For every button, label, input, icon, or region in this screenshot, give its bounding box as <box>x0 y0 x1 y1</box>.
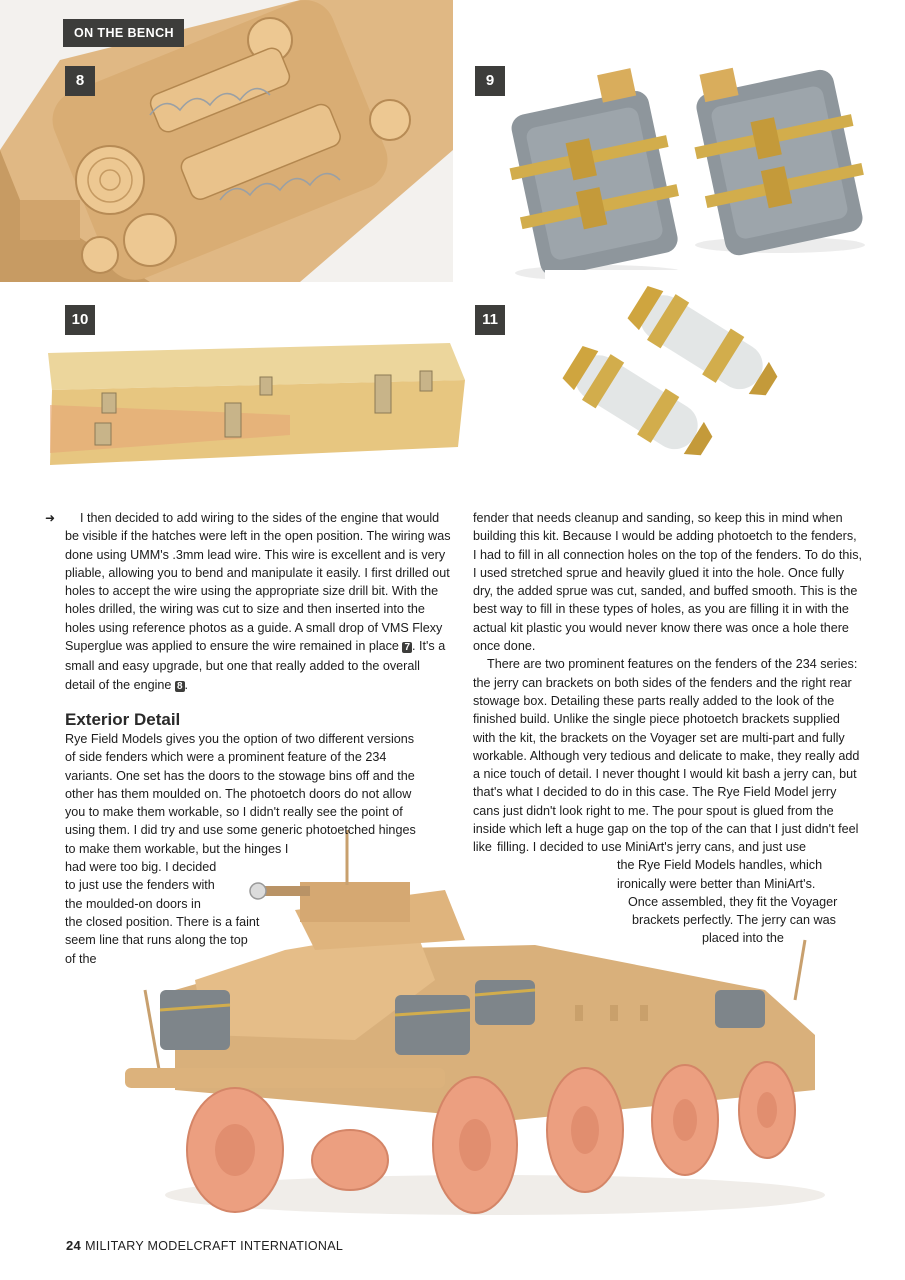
text-line: using them. I did try and use some generic photoetched hinges <box>65 823 416 838</box>
section-heading: Exterior Detail <box>65 709 181 729</box>
stowage-box-photo <box>40 335 470 475</box>
paragraph-text: I then decided to add wiring to the sides of the engine that would be visible if the hatches were left in the open position. The wiring was done using UMM's .3mm lead wire. This wire is excellent and is very pliable, allowing you to bend and manipulate it easily. I first drilled out holes to accept the wire using the appropriate size drill bit. With the holes drilled, the wiring was cut to size and then inserted into the holes using reference photos as a guide. A small drop of VMS Flexy Superglue was applied to ensure the wire remained in place <box>65 511 451 654</box>
text-line: ironically were better than MiniArt's. <box>617 876 816 891</box>
page-number: 24 <box>66 1238 82 1253</box>
text-line: of side fenders which were a prominent feature of the 234 <box>65 750 387 765</box>
text-line: Rye Field Models gives you the option of two different versions <box>65 731 415 746</box>
rolled-tarps-photo <box>545 270 795 470</box>
figure-number-11: 11 <box>475 305 505 335</box>
article-wrap-lines <box>473 838 863 948</box>
text-line: seem line that runs along the top <box>65 933 248 948</box>
publication-name: MILITARY MODELCRAFT INTERNATIONAL <box>85 1239 344 1253</box>
text-line: you to make them workable, so I didn't really see the point of <box>65 805 403 820</box>
text-line: Once assembled, they fit the Voyager <box>628 894 838 909</box>
paragraph-fenders <box>65 730 453 968</box>
text-line: the Rye Field Models handles, which <box>617 858 823 873</box>
figure-number-10: 10 <box>65 305 95 335</box>
text-line: the moulded-on doors in <box>65 896 201 911</box>
figure-number-8: 8 <box>65 66 95 96</box>
paragraph-engine-wiring <box>65 509 453 696</box>
text-line: to make them workable, but the hinges I <box>65 841 289 856</box>
figure-ref-7: 7 <box>404 642 410 654</box>
text-line: to just use the fenders with <box>65 878 215 893</box>
paragraph-text: . <box>184 677 188 692</box>
figure-ref-8: 8 <box>176 680 183 692</box>
text-line: of the <box>65 951 97 966</box>
article-column-right <box>473 509 863 857</box>
paragraph-fender-cleanup: fender that needs cleanup and sanding, so keep this in mind when building this kit. Because I would be adding photoetch to the fenders, I had to fill in all connection holes on the top of the fenders. To do this, I used stretched sprue and heavily glued it into the hole. Once fully dry, the added sprue was cut, sanded, and buffed smooth. This is the best way to fill in these types of holes, as you are filling it in with the actual kit plastic you would never know there was once a hole there once done. <box>473 511 863 654</box>
jerry-cans-photo <box>470 55 900 285</box>
text-line: brackets perfectly. The jerry can was <box>632 913 836 928</box>
text-line: filling. I decided to use MiniArt's jerry cans, and just use <box>497 840 806 854</box>
figure-number-9: 9 <box>475 66 505 96</box>
text-line: had were too big. I decided <box>65 860 217 875</box>
paragraph-text: . It's a small and easy upgrade, but one that really added to the overall detail of the engine <box>65 639 446 692</box>
section-tag: ON THE BENCH <box>63 19 184 47</box>
paragraph-jerry-cans: There are two prominent features on the fenders of the 234 series: the jerry can brackets on both sides of the fenders and the right rear stowage box. Detailing these parts really added to the look of the finished build. Unlike the single piece photoetch brackets supplied with the kit, the brackets on the Voyager set are multi-part and fully workable. Although very tedious and delicate to make, they really add a nice touch of detail. I never thought I would kit bash a jerry can, but that's what I decided to do in this case. The Rye Field Model jerry cans just didn't look right to me. The pour spout is glued from the inside which left a huge gap on the top of the can that I just didn't feel like <box>473 657 860 855</box>
text-line: other has them moulded on. The photoetch doors do not allow <box>65 786 412 801</box>
text-line: placed into the <box>702 931 784 946</box>
article-column-left <box>65 509 453 968</box>
page-footer <box>66 1238 343 1253</box>
text-line: the closed position. There is a faint <box>65 914 260 929</box>
text-line: variants. One set has the doors to the stowage bins off and the <box>65 768 415 783</box>
continue-arrow-icon: ➜ <box>45 511 56 525</box>
